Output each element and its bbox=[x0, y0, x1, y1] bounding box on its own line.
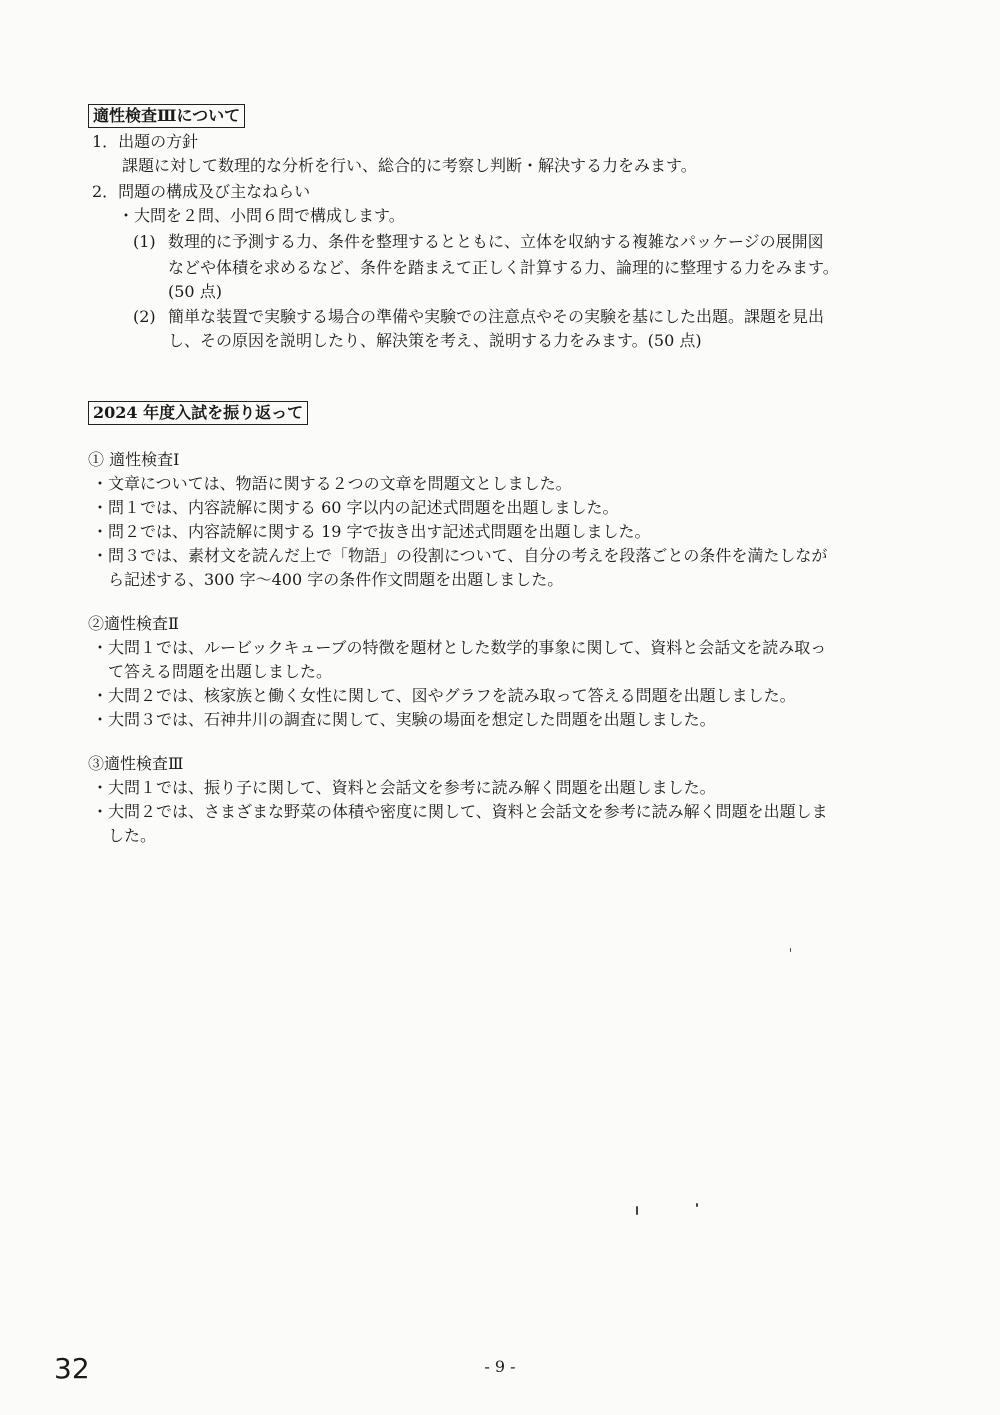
scan-speck bbox=[636, 1206, 638, 1215]
sub1-line2: などや体積を求めるなど、条件を踏まえて正しく計算する力、論理的に整理する力をみます。 bbox=[168, 258, 839, 277]
scan-speck bbox=[790, 948, 791, 952]
section-heading-2024-review: 2024 年度入試を振り返って bbox=[88, 401, 308, 425]
page-number: - 9 - bbox=[484, 1357, 516, 1376]
part3-bullet-1: ・大問１では、振り子に関して、資料と会話文を参考に読み解く問題を出題しました。 bbox=[92, 778, 716, 797]
part2-bullet-1-line2: て答える問題を出題しました。 bbox=[108, 662, 333, 681]
part1-bullet-4-line1: ・問３では、素材文を読んだ上で「物語」の役割について、自分の考えを段落ごとの条件を満たしなが bbox=[92, 546, 828, 565]
sub1-label: (1) bbox=[133, 232, 156, 251]
sub2-line1: 簡単な装置で実験する場合の準備や実験での注意点やその実験を基にした出題。課題を見出 bbox=[168, 307, 825, 326]
part2-bullet-1-line1: ・大問１では、ルービックキューブの特徴を題材とした数学的事象に関して、資料と会話文を読み取っ bbox=[92, 638, 827, 657]
part2-bullet-2: ・大問２では、核家族と働く女性に関して、図やグラフを読み取って答える問題を出題しました。 bbox=[92, 686, 796, 705]
corner-page-number: 32 bbox=[54, 1352, 90, 1385]
part3-bullet-2-line1: ・大問２では、さまざまな野菜の体積や密度に関して、資料と会話文を参考に読み解く問題を出題しま bbox=[92, 802, 828, 821]
part2-bullet-3: ・大問３では、石神井川の調査に関して、実験の場面を想定した問題を出題しました。 bbox=[92, 710, 716, 729]
item2-title: 2．問題の構成及び主なねらい bbox=[92, 182, 311, 201]
part1-bullet-2: ・問１では、内容読解に関する 60 字以内の記述式問題を出題しました。 bbox=[92, 498, 619, 517]
part1-bullet-1: ・文章については、物語に関する２つの文章を問題文としました。 bbox=[92, 474, 572, 493]
sub1-line1: 数理的に予測する力、条件を整理するとともに、立体を収納する複雑なパッケージの展開図 bbox=[168, 232, 824, 251]
sub2-label: (2) bbox=[133, 307, 156, 326]
part1-bullet-3: ・問２では、内容読解に関する 19 字で抜き出す記述式問題を出題しました。 bbox=[92, 522, 651, 541]
sub2-line2: し、その原因を説明したり、解決策を考え、説明する力をみます。(50 点) bbox=[168, 331, 702, 350]
item1-title: 1．出題の方針 bbox=[92, 132, 199, 151]
item2-bullet: ・大問を２問、小問６問で構成します。 bbox=[118, 206, 405, 225]
part3-bullet-2-line2: した。 bbox=[108, 826, 157, 845]
part1-title: ① 適性検査Ⅰ bbox=[88, 450, 180, 469]
part2-title: ②適性検査Ⅱ bbox=[88, 614, 179, 633]
section-heading-aptitude-3: 適性検査Ⅲについて bbox=[88, 104, 245, 128]
part1-bullet-4-line2: ら記述する、300 字〜400 字の条件作文問題を出題しました。 bbox=[108, 570, 564, 589]
part3-title: ③適性検査Ⅲ bbox=[88, 754, 184, 773]
scan-speck bbox=[696, 1203, 698, 1207]
item1-text: 課題に対して数理的な分析を行い、総合的に考察し判断・解決する力をみます。 bbox=[122, 156, 697, 175]
sub1-line3: (50 点) bbox=[168, 282, 222, 301]
